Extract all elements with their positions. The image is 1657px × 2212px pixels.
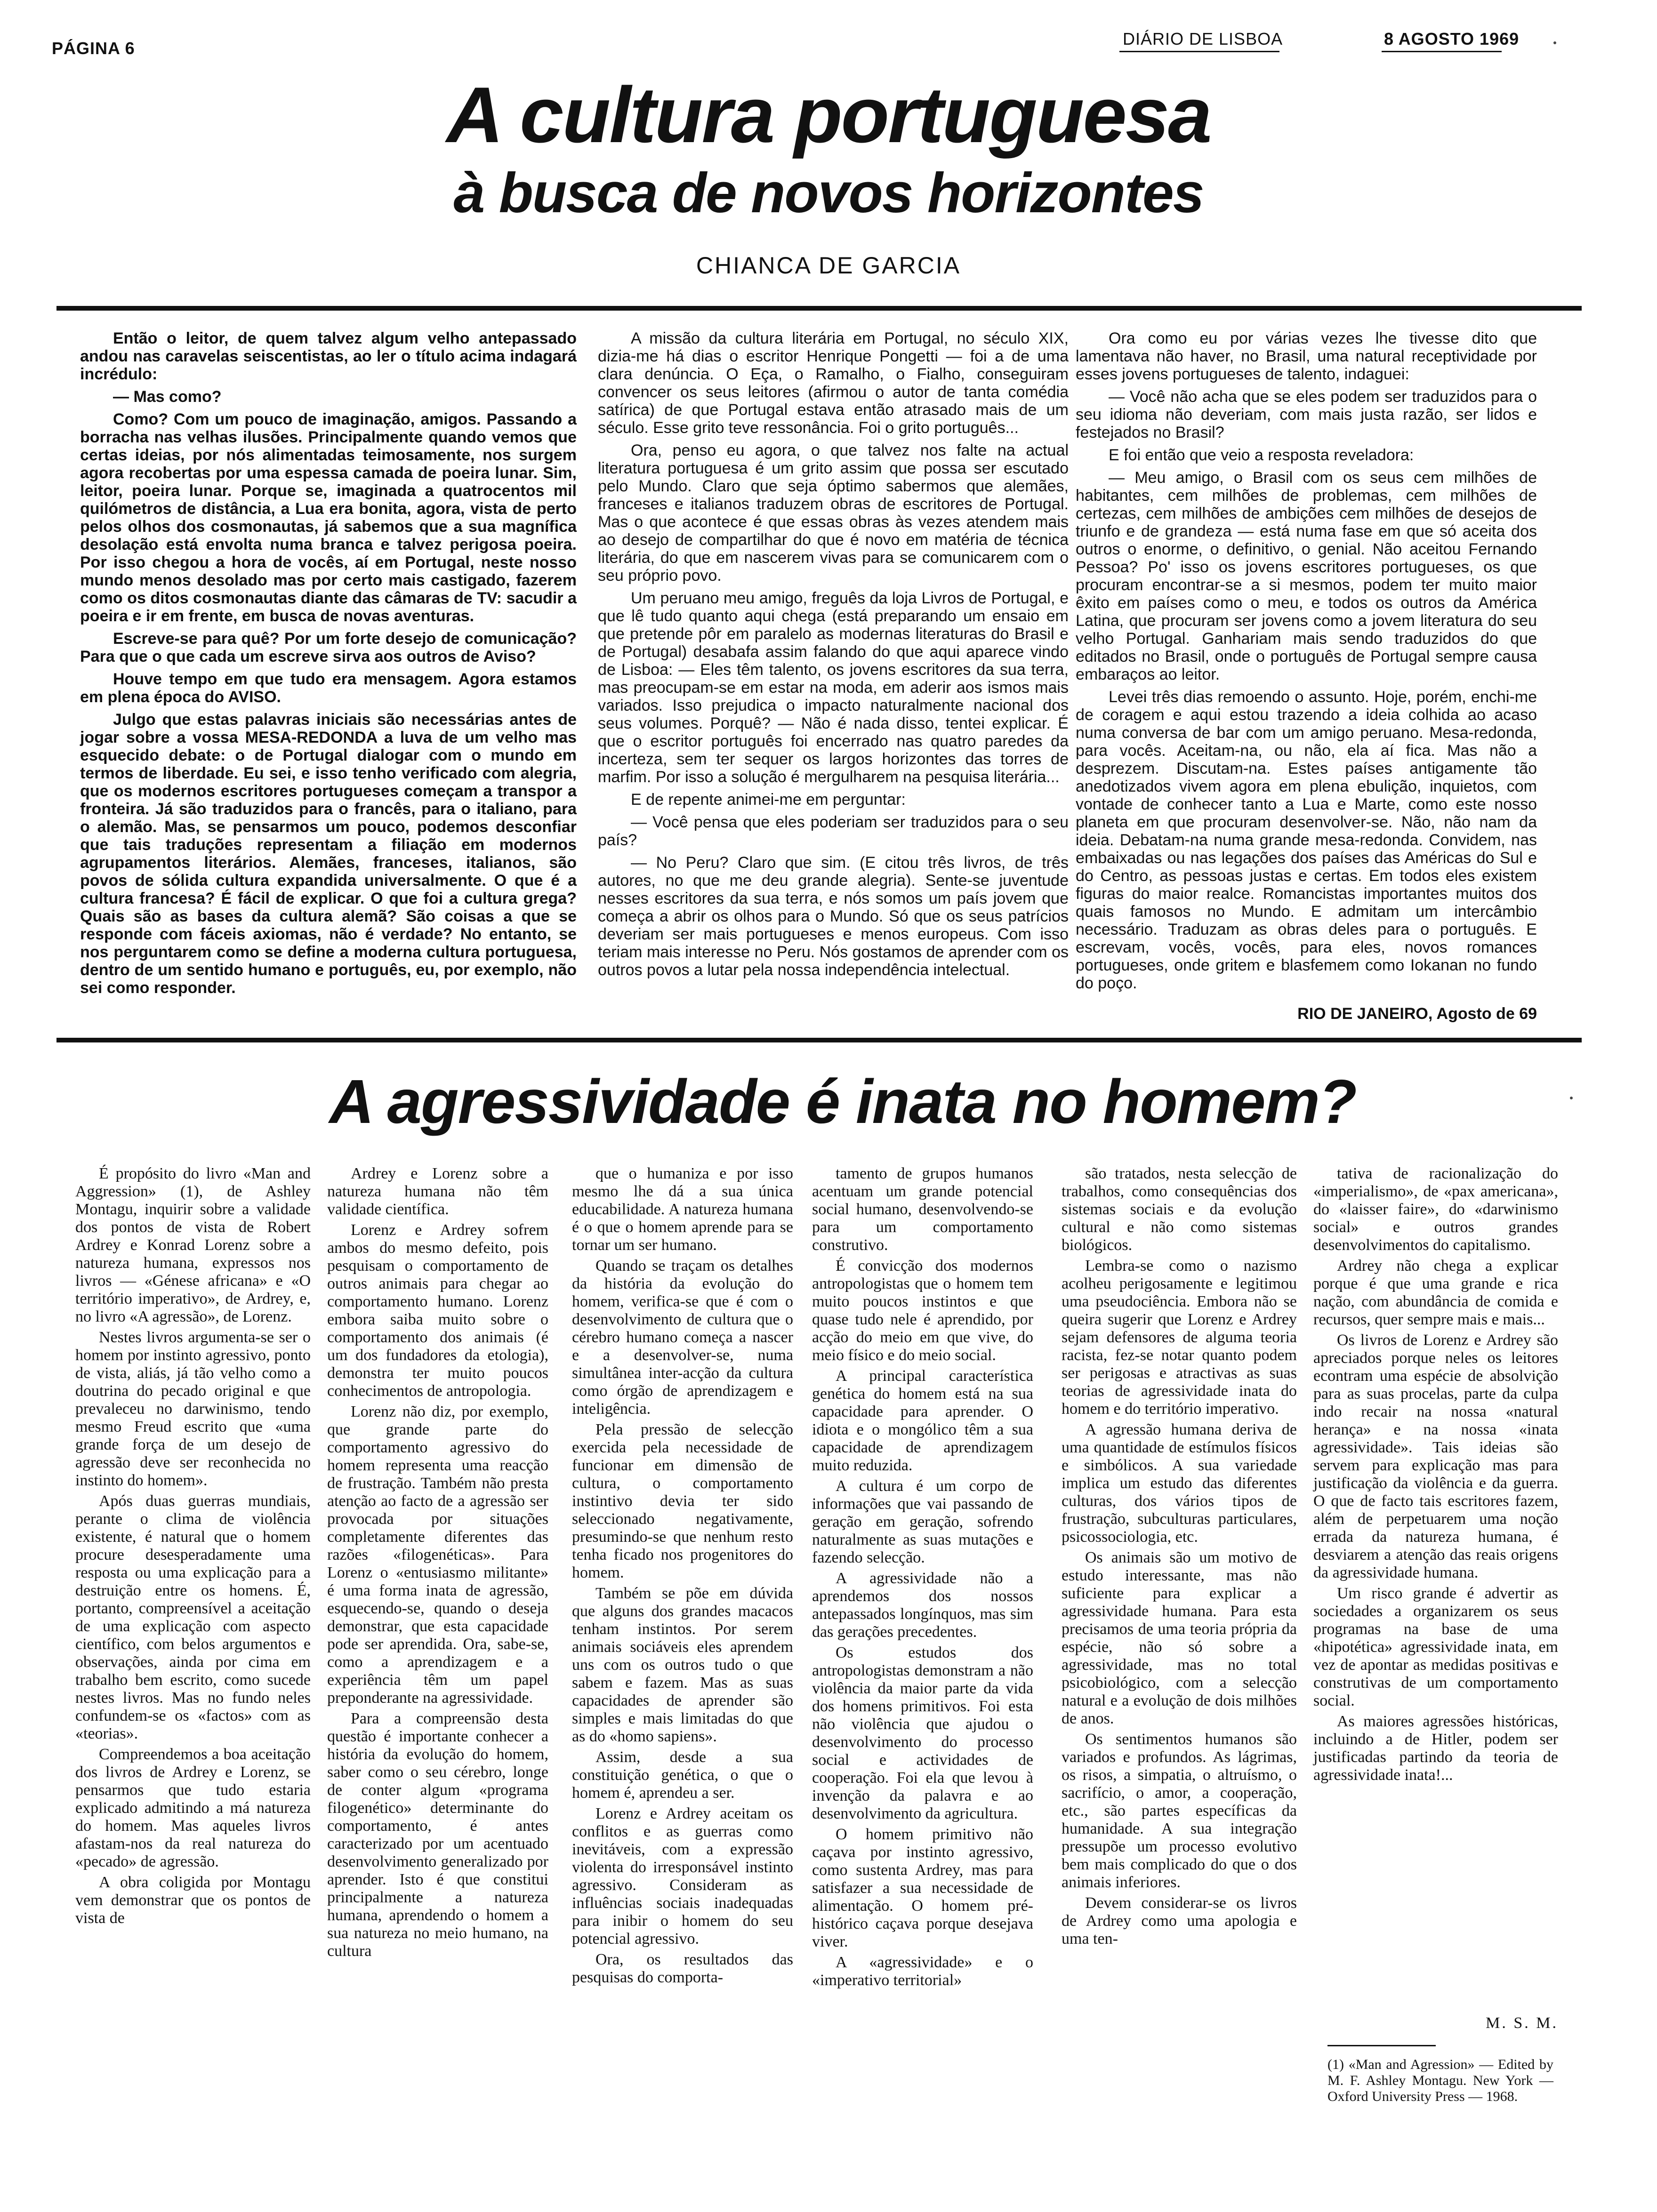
print-speck xyxy=(1570,1097,1573,1099)
article1-column-1 xyxy=(80,329,577,1002)
paragraph: A obra coligida por Montagu vem demonstrar que os pontos de vista de xyxy=(75,1874,311,1927)
paragraph: Escreve-se para quê? Por um forte desejo de comunicação? Para que o que cada um escreve sirva aos outros de Aviso? xyxy=(80,630,577,665)
paragraph: Um peruano meu amigo, freguês da loja Livros de Portugal, e que lê tudo quanto aqui chega (está preparando um ensaio em que pretende pôr em paralelo as modernas literaturas do Brasil e de Portugal) desabafa assim falando do que aqui aparece vindo de Lisboa: — Eles têm talento, os jovens escritores da sua terra, mas preocupam-se em estar na moda, em aderir aos ismos mais variados. Isso prejudica o impacto naturalmente nacional dos seus volumes. Porquê? — Não é nada disso, tentei explicar. É que o escritor português foi encerrado nas quatro paredes da incerteza, sem ter sequer os largos horizontes das torres de marfim. Por isso a solução é mergulharem na pesquisa literária... xyxy=(598,589,1069,786)
paragraph: tativa de racionalização do «imperialismo», de «pax americana», do «laisser faire», do «darwinismo social» e outros grandes desenvolvimentos do capitalismo. xyxy=(1313,1165,1558,1254)
section-divider xyxy=(56,306,1582,311)
newspaper-name: DIÁRIO DE LISBOA xyxy=(1123,29,1283,48)
paragraph: E foi então que veio a resposta reveladora: xyxy=(1109,446,1414,464)
paragraph: É convicção dos modernos antropologistas que o homem tem muito poucos instintos e que quase tudo nele é aprendido, por acção do meio em que vive, do meio físico e do meio social. xyxy=(812,1257,1033,1364)
article2-column-5 xyxy=(1062,1165,1297,1951)
article2-column-1 xyxy=(75,1165,311,1930)
paragraph: Julgo que estas palavras iniciais são necessárias antes de jogar sobre a vossa MESA-REDONDA a luva de um velho mas esquecido debate: o de Portugal dialogar com o mundo em termos de liberdade. Eu sei, e isso tenho verificado com alegria, que os modernos escritores portugueses começam a transpor a fronteira. Já são traduzidos para o francês, para o italiano, para o alemão. Mas, se pensarmos um pouco, podemos desconfiar que tais traduções representam a filiação em modernos agrupamentos literários. Alemães, franceses, italianos, são povos de sólida cultura expandida universalmente. O que é a cultura francesa? É fácil de explicar. O que foi a cultura grega? Quais são as bases da cultura alemã? São coisas a que se responde com fáceis axiomas, não é verdade? No entanto, se nos perguntarem como se define a moderna cultura portuguesa, dentro de um sentido humano e português, eu, por exemplo, não sei como responder. xyxy=(80,711,577,997)
paragraph: A agressão humana deriva de uma quantidade de estímulos físicos e simbólicos. A sua variedade implica um estudo das diferentes culturas, dos vários tipos de frustração, subculturas particulares, psicossociologia, etc. xyxy=(1062,1421,1297,1546)
article2-column-3 xyxy=(572,1165,793,1989)
paragraph: Os sentimentos humanos são variados e profundos. As lágrimas, os risos, a simpatia, o altruísmo, o sacrifício, o amor, a cooperação, etc., são partes específicas da humanidade. A sua integração pressupõe um processo evolutivo bem mais complicado do que o dos animais inferiores. xyxy=(1062,1731,1297,1891)
article2-column-2 xyxy=(327,1165,548,1963)
paragraph: Quando se traçam os detalhes da história da evolução do homem, verifica-se que é com o desenvolvimento de cultura que o cérebro humano começa a nascer e a desenvolver-se, numa simultânea inter-acção da cultura como órgão de aprendizagem e inteligência. xyxy=(572,1257,793,1418)
article2-title: A agressividade é inata no homem? xyxy=(329,1067,1356,1136)
paragraph: — Você pensa que eles poderiam ser traduzidos para o seu país? xyxy=(598,813,1069,849)
paragraph: Compreendemos a boa aceitação dos livros de Ardrey e Lorenz, se pensarmos que tudo estaria explicado admitindo a má natureza do homem. Mas aqueles livros afastam-nos da real natureza do «pecado» de agressão. xyxy=(75,1746,311,1870)
paragraph: tamento de grupos humanos acentuam um grande potencial social humano, desenvolvendo-se para um comportamento construtivo. xyxy=(812,1165,1033,1254)
paragraph: — Mas como? xyxy=(113,388,222,406)
header-underline xyxy=(1119,51,1279,52)
article1-title-line2: à busca de novos horizontes xyxy=(453,161,1204,224)
footnote-rule xyxy=(1327,2045,1436,2046)
paragraph: Para a compreensão desta questão é importante conhecer a história da evolução do homem, saber como o seu cérebro, longe de conter algum «programa filogenético» determinante do comportamento, é antes caracterizado por um acentuado desenvolvimento generalizado por aprender. Isto é que constitui principalmente a natureza humana, aprendendo o homem a sua natureza no meio humano, na cultura xyxy=(327,1710,548,1960)
paragraph: A «agressividade» e o «imperativo territorial» xyxy=(812,1954,1033,1989)
article2-column-4 xyxy=(812,1165,1033,1992)
paragraph: Lorenz não diz, por exemplo, que grande parte do comportamento agressivo do homem representa uma reacção de frustração. Também não presta atenção ao facto de a agressão ser provocada por situações completamente diferentes das razões «filogenéticas». Para Lorenz o «entusiasmo militante» é uma forma inata de agressão, esquecendo-se, quando o deseja demonstrar, que esta capacidade pode ser aprendida. Ora, sabe-se, como a aprendizagem e a experiência têm um papel preponderante na agressividade. xyxy=(327,1403,548,1707)
paragraph: Os estudos dos antropologistas demonstram a não violência da maior parte da vida dos homens primitivos. Foi esta não violência que ajudou o desenvolvimento do processo social e actividades de cooperação. Foi ela que levou à invenção da palavra e ao desenvolvimento da agricultura. xyxy=(812,1644,1033,1822)
article1-title-line1: A cultura portuguesa xyxy=(446,71,1211,159)
paragraph: Levei três dias remoendo o assunto. Hoje, porém, enchi-me de coragem e aqui estou trazendo a ideia colhida ao acaso numa conversa de bar com um amigo peruano. Mesa-redonda, para vocês. Aceitam-na, ou não, ela aí fica. Mas não a desprezem. Discutam-na. Estes países antigamente tão anedotizados vivem agora em plena ebulição, inquietos, com vontade de conhecer tanto a Lua e Marte, como este nosso planeta em que procuram desenvolver-se. Não, não nam da ideia. Debatam-na numa grande mesa-redonda. Convidem, nas embaixadas ou nas legações dos países das Américas do Sul e do Centro, as pessoas justas e certas. Em todos eles existem figuras do maior realce. Romancistas importantes muitos dos quais famosos no Mundo. E admitam um intercâmbio necessário. Traduzam as obras deles para o português. E escrevam, vocês, vocês, para eles, novos romances portugueses, onde gritem e blasfemem como Iokanan no fundo do poço. xyxy=(1076,688,1537,992)
paragraph: — Meu amigo, o Brasil com os seus cem milhões de habitantes, cem milhões de problemas, cem milhões de certezas, cem milhões de ambições cem milhões de desejos de triunfo e de grandeza — está numa fase em que só aceita dos outros o enorme, o definitivo, o genial. Não aceitou Fernando Pessoa? Po' isso os jovens escritores portugueses, os que procuram encontrar-se a si mesmos, podem ter muito maior êxito em países como o meu, e todos os outros da América Latina, que procuram ser jovens como a jovem literatura do seu velho Portugal. Ganhariam mais sendo traduzidos do que editados no Brasil, onde o português de Portugal sempre causa embaraços ao leitor. xyxy=(1076,469,1537,683)
paragraph: Lembra-se como o nazismo acolheu perigosamente e legitimou uma pseudociência. Embora não se queira sugerir que Lorenz e Ardrey sejam defensores de alguma teoria racista, fez-se notar quanto podem ser perigosas e atractivas as suas teorias de agressividade inata do homem e do território imperativo. xyxy=(1062,1257,1297,1418)
paragraph: A missão da cultura literária em Portugal, no século XIX, dizia-me há dias o escritor Henrique Pongetti — foi a de uma clara denúncia. O Eça, o Ramalho, o Fialho, conseguiram convencer os seus leitores (afirmou o autor de tanta comédia satírica) de que Portugal estava então atrasado mais de um século. Esse grito teve ressonância. Foi o grito português... xyxy=(598,329,1069,437)
print-speck xyxy=(1553,41,1556,44)
paragraph: — No Peru? Claro que sim. (E citou três livros, de três autores, no que me deu grande alegria). Sente-se juventude nesses escritores da sua terra, e nós somos um país jovem que começa a abrir os olhos para o Mundo. Só que os seus patrícios deveriam ser mais portugueses e menos europeus. Com isso teriam mais interesse no Peru. Nós gostamos de aprender com os outros povos a lutar pela nossa independência intelectual. xyxy=(598,854,1069,979)
section-divider xyxy=(56,1038,1582,1042)
paragraph: Assim, desde a sua constituição genética, o que o homem é, aprendeu a ser. xyxy=(572,1748,793,1802)
header-underline xyxy=(1382,51,1502,52)
paragraph: Ora, os resultados das pesquisas do comporta- xyxy=(572,1951,793,1986)
paragraph: que o humaniza e por isso mesmo lhe dá a sua única educabilidade. A natureza humana é o que o homem aprende para se tornar um ser humano. xyxy=(572,1165,793,1254)
paragraph: Os animais são um motivo de estudo interessante, mas não suficiente para explicar a agressividade humana. Para esta precisamos de uma teoria própria da espécie, não só sobre a agressividade, mas no total psicobiológico, com a selecção natural e a evolução de dois milhões de anos. xyxy=(1062,1549,1297,1727)
paragraph: E de repente animei-me em perguntar: xyxy=(631,791,906,809)
paragraph: A agressividade não a aprendemos dos nossos antepassados longínquos, mas sim das gerações precedentes. xyxy=(812,1570,1033,1641)
paragraph: Pela pressão de selecção exercida pela necessidade de funcionar em dimensão de cultura, o comportamento instintivo devia ter sido seleccionado negativamente, presumindo-se que nenhum resto tenha ficado nos progenitores do homem. xyxy=(572,1421,793,1581)
paragraph: Houve tempo em que tudo era mensagem. Agora estamos em plena época do AVISO. xyxy=(80,670,577,706)
paragraph: Ora, penso eu agora, o que talvez nos falte na actual literatura portuguesa é um grito assim que possa ser escutado pelo Mundo. Claro que seja óptimo sabermos que alemães, franceses e italianos traduzem obras de escritores de Portugal. Mas o que acontece é que essas obras às vezes atendem mais ao desejo de compartilhar do que é novo em matéria de técnica literária, do que em nascerem vivas para se comunicarem com o seu próprio povo. xyxy=(598,441,1069,585)
article2-signoff: M. S. M. xyxy=(1486,2014,1558,2032)
paragraph: Lorenz e Ardrey sofrem ambos do mesmo defeito, pois pesquisam o comportamento de outros animais para chegar ao comportamento humano. Lorenz embora saiba muito sobre o comportamento dos animais (é um dos fundadores da etologia), demonstra ter muito poucos conhecimentos de antropologia. xyxy=(327,1221,548,1400)
paragraph: Um risco grande é advertir as sociedades a organizarem os seus programas na base de uma «hipotética» agressividade inata, em vez de apontar as medidas positivas e construtivas de um comportamento social. xyxy=(1313,1585,1558,1709)
article2-footnote: (1) «Man and Agression» — Edited by M. F. Ashley Montagu. New York — Oxford University Press — 1968. xyxy=(1327,2057,1553,2104)
paragraph: Os livros de Lorenz e Ardrey são apreciados porque neles os leitores econtram uma espécie de absolvição para as suas procelas, parte da culpa indo recair na nossa «natural herança» e na nossa «inata agressividade». Tais ideias são servem para explicação mas para justificação da violência e da guerra. O que de facto tais escritores fazem, além de perpetuarem uma noção errada da natureza humana, é desviarem a atenção das reais origens da agressividade humana. xyxy=(1313,1331,1558,1581)
paragraph: As maiores agressões históricas, incluindo a de Hitler, podem ser justificadas partindo da teoria de agressividade inata!... xyxy=(1313,1713,1558,1784)
page-number: PÁGINA 6 xyxy=(52,39,135,58)
article1-column-3 xyxy=(1076,329,1537,997)
paragraph: Ardrey não chega a explicar porque é que uma grande e rica nação, com abundância de comida e recursos, quer sempre mais e mais... xyxy=(1313,1257,1558,1328)
paragraph: Então o leitor, de quem talvez algum velho antepassado andou nas caravelas seiscentistas, ao ler o título acima indagará incrédulo: xyxy=(80,329,577,383)
paragraph: É propósito do livro «Man and Aggression» (1), de Ashley Montagu, inquirir sobre a validade dos pontos de vista de Robert Ardrey e Konrad Lorenz sobre a natureza humana, expressos nos livros — «Génese africana» e «O território imperativo», de Ardrey, e, no livro «A agressão», de Lorenz. xyxy=(75,1165,311,1325)
article2-column-6 xyxy=(1313,1165,1558,1787)
paragraph: A cultura é um corpo de informações que vai passando de geração em geração, sofrendo naturalmente as suas mutações e fazendo selecção. xyxy=(812,1477,1033,1566)
paragraph: Ardrey e Lorenz sobre a natureza humana não têm validade científica. xyxy=(327,1165,548,1218)
paragraph: Como? Com um pouco de imaginação, amigos. Passando a borracha nas velhas ilusões. Principalmente quando vemos que certas ideias, por nós alimentadas teimosamente, nos surgem agora recobertas por uma espessa camada de poeira lunar. Sim, leitor, poeira lunar. Porque se, imaginada a quatrocentos mil quilómetros de distância, a Lua era bonita, agora, vista de perto pelos olhos dos cosmonautas, já sabemos que a sua magnífica desolação está envolta numa branca e talvez perigosa poeira. Por isso chegou a hora de vocês, aí em Portugal, neste nosso mundo menos desolado mas por certo mais castigado, fazerem como os ditos cosmonautas diante das câmaras de TV: sacudir a poeira e ir em frente, em busca de novas aventuras. xyxy=(80,410,577,625)
paragraph: Nestes livros argumenta-se ser o homem por instinto agressivo, ponto de vista, aliás, já tão velho como a doutrina do pecado original e que prevaleceu no darwinismo, tendo mesmo Freud escrito que «uma grande força de um desejo de agressão deve ser reconhecida no instinto do homem». xyxy=(75,1329,311,1489)
paragraph: são tratados, nesta selecção de trabalhos, como consequências dos sistemas sociais e da evolução cultural e não como sistemas biológicos. xyxy=(1062,1165,1297,1254)
paragraph: A principal característica genética do homem está na sua capacidade para aprender. O idiota e o mongólico têm a sua capacidade de aprendizagem muito reduzida. xyxy=(812,1367,1033,1474)
article1-column-2 xyxy=(598,329,1069,984)
paragraph: Após duas guerras mundiais, perante o clima de violência existente, é natural que o homem procure desesperadamente uma resposta ou uma explicação para a destruição entre os homens. É, portanto, compreensível a aceitação de uma explicação com aspecto científico, com belos argumentos e observações, ainda por cima em trabalho bem escrito, como sucede nestes livros. Mas no fundo neles confundem-se os «factos» com as «teorias». xyxy=(75,1492,311,1742)
paragraph: Devem considerar-se os livros de Ardrey como uma apologia e uma ten- xyxy=(1062,1894,1297,1948)
paragraph: Lorenz e Ardrey aceitam os conflitos e as guerras como inevitáveis, com a expressão violenta do irresponsável instinto agressivo. Consideram as influências sociais inadequadas para inibir o homem do seu potencial agressivo. xyxy=(572,1805,793,1948)
paragraph: — Você não acha que se eles podem ser traduzidos para o seu idioma não deveriam, com mais justa razão, ser lidos e festejados no Brasil? xyxy=(1076,388,1537,441)
issue-date: 8 AGOSTO 1969 xyxy=(1384,29,1520,48)
paragraph: Ora como eu por várias vezes lhe tivesse dito que lamentava não haver, no Brasil, uma natural receptividade por esses jovens portugueses de talento, indaguei: xyxy=(1076,329,1537,383)
article1-signoff: RIO DE JANEIRO, Agosto de 69 xyxy=(1297,1005,1537,1023)
paragraph: Também se põe em dúvida que alguns dos grandes macacos tenham instintos. Por serem animais sociáveis eles aprendem uns com os outros tudo o que sabem e fazem. Mas as suas capacidades de aprender são simples e mais limitadas do que as do «homo sapiens». xyxy=(572,1585,793,1745)
paragraph: O homem primitivo não caçava por instinto agressivo, como sustenta Ardrey, mas para satisfazer a sua necessidade de alimentação. O homem pré-histórico caçava porque desejava viver. xyxy=(812,1826,1033,1950)
article1-byline: CHIANCA DE GARCIA xyxy=(696,252,961,279)
